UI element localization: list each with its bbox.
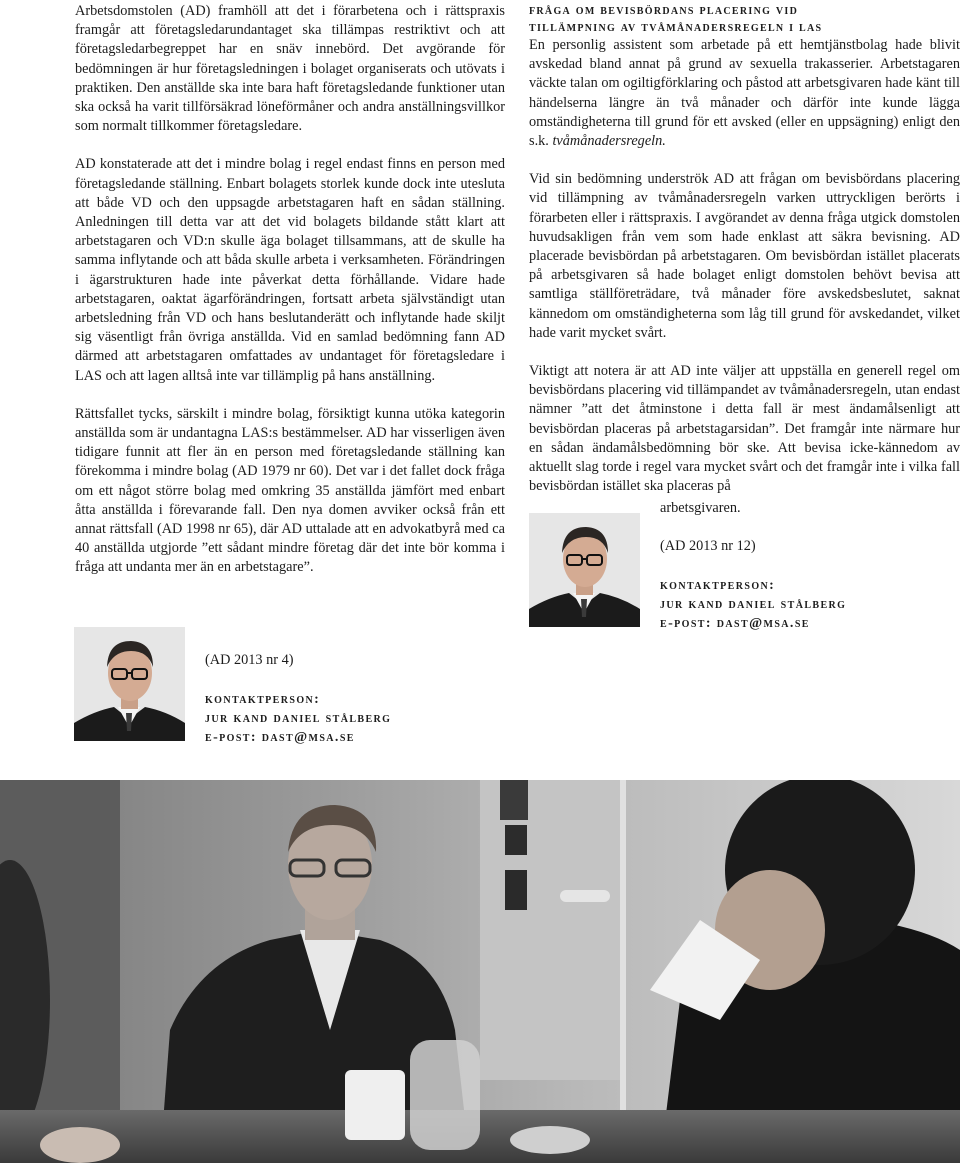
right-contact-label: kontaktperson:: [660, 578, 776, 593]
right-contact-email[interactable]: e-post: dast@msa.se: [660, 616, 810, 631]
portrait-right: [529, 513, 640, 627]
left-contact-label: kontaktperson:: [205, 692, 321, 707]
right-intro-italic: tvåmånadersregeln.: [552, 133, 666, 150]
left-signature: [205, 651, 391, 747]
left-paragraph-2: AD konstaterade att det i mindre bolag i regel endast finns en person med företagsledande ställning. Enbart bolagets storlek kunde dock inte utesluta att både VD och den uppsagde arbetstagaren haft en sådan ställning. Anledningen till detta var att det vid bolagets bildande stått klart att arbetstagaren och VD:n skulle äga bolaget tillsammans, att de skulle ha samma inflytande och att båda skulle arbeta i verksamheten. Förändringen i ägarstrukturen hade inte påverkat detta förhållande. Vidare hade arbetstagaren, oaktat ägarförändringen, fortsatt arbeta självständigt utan arbetsledning från VD och hans beslutanderätt och inflytande hade skiljt sig väsentligt från övriga anställda. Vid en samlad bedömning fann AD därmed att arbetstagaren omfattades av undantaget för företagsledare i LAS och att lagen alltså inte var tillämplig på hans anställning.: [75, 156, 505, 384]
left-contact-name: jur kand daniel stålberg: [205, 711, 392, 726]
left-paragraph-1: Arbetsdomstolen (AD) framhöll att det i förarbetena och i rättspraxis framgår att företagsledarundantaget ska tillämpas restriktivt och att företagsledarbegreppet har en snäv innebörd. Det avgörande för bedömningen är hur företagsledningen i bolaget organiserats och utövats i praktiken. Den anställde ska inte bara haft företagsledande funktioner utan ska också ha varit tillförsäkrad löneförmåner och andra anställningsvillkor som normalt tillkommer företagsledare.: [75, 3, 505, 135]
right-column: [529, 2, 960, 496]
right-paragraph-3: Viktigt att notera är att AD inte väljer att uppställa en generell regel om bevisbördans placering vid tillämpandet av tvåmånadersregeln, utan endast nämner ”att det åtminstone i detta fall är mest ändamålsenligt att bevisbördan placeras på arbetstagarsidan”. Det framgår inte närmare hur en sådan ändamålsbedömning bör ske. Att bevisa icke-kännedom av aktuellt slag torde i regel vara mycket svårt och det framgår inte i vilka fall bevisbördan istället ska placeras på: [529, 363, 960, 495]
section-heading-line-2: tillämpning av tvåmånadersregeln i las: [529, 19, 823, 34]
meeting-photo: [0, 780, 960, 1163]
right-intro-paragraph: [529, 36, 960, 151]
portrait-left: [74, 627, 185, 741]
left-case-reference: (AD 2013 nr 4): [205, 652, 294, 668]
right-tail-line: arbetsgivaren.: [660, 500, 741, 516]
right-intro-text: En personlig assistent som arbetade på ett hemtjänstbolag hade blivit avskedad bland annat på grund av sexuella trakasserier. Arbetstagaren väckte talan om ogiltigförklaring och påstod att arbetsgivaren hade känt till händelserna längre än två månader och därför inte kunde lägga omständigheterna till grund för ett avsked (eller en uppsägning) enligt den s.k.: [529, 37, 960, 150]
left-contact-email[interactable]: e-post: dast@msa.se: [205, 730, 355, 745]
right-paragraph-2: Vid sin bedömning underströk AD att frågan om bevisbördans placering vid tillämpning av tvåmånadersregeln varken uttryckligen berörts i förarbeten eller i rättspraxis. I avgörandet av denna fråga utgick domstolen huvudsakligen från vem som hade enklast att säkra bevisning. AD placerade bevisbördan på arbetstagaren. Om bevisbördan istället placerats på arbetsgivaren så hade bolaget enligt domstolen behövt bevisa att samtliga ställföreträdare, två månader före avskedsbeslutet, saknat kännedom om omständigheterna som låg till grund för avskedandet, vilket hade varit mycket svårt.: [529, 171, 960, 341]
section-heading-line-1: fråga om bevisbördans placering vid: [529, 2, 799, 17]
left-paragraph-3: Rättsfallet tycks, särskilt i mindre bolag, försiktigt kunna utöka kategorin anställda som är undantagna LAS:s bestämmelser. AD har visserligen även tidigare funnit att fler än en person med företagsledande ställning kan förekomma i mindre bolag (AD 1979 nr 60). Det var i det fallet dock fråga om ett något större bolag med omkring 35 anställda jämfört med enbart åtta anställda i förevarande fall. Den nya domen avviker också från ett annat rättsfall (AD 1998 nr 65), där AD uttalade att en advokatbyrå med ca 40 anställda utgjorde ”ett sådant mindre företag där det inte bör komma i fråga att undanta mer än en arbetstagare”.: [75, 405, 505, 576]
left-column: [75, 2, 505, 578]
right-case-reference: (AD 2013 nr 12): [660, 538, 756, 554]
right-contact-name: jur kand daniel stålberg: [660, 597, 847, 612]
right-signature: [660, 537, 846, 633]
